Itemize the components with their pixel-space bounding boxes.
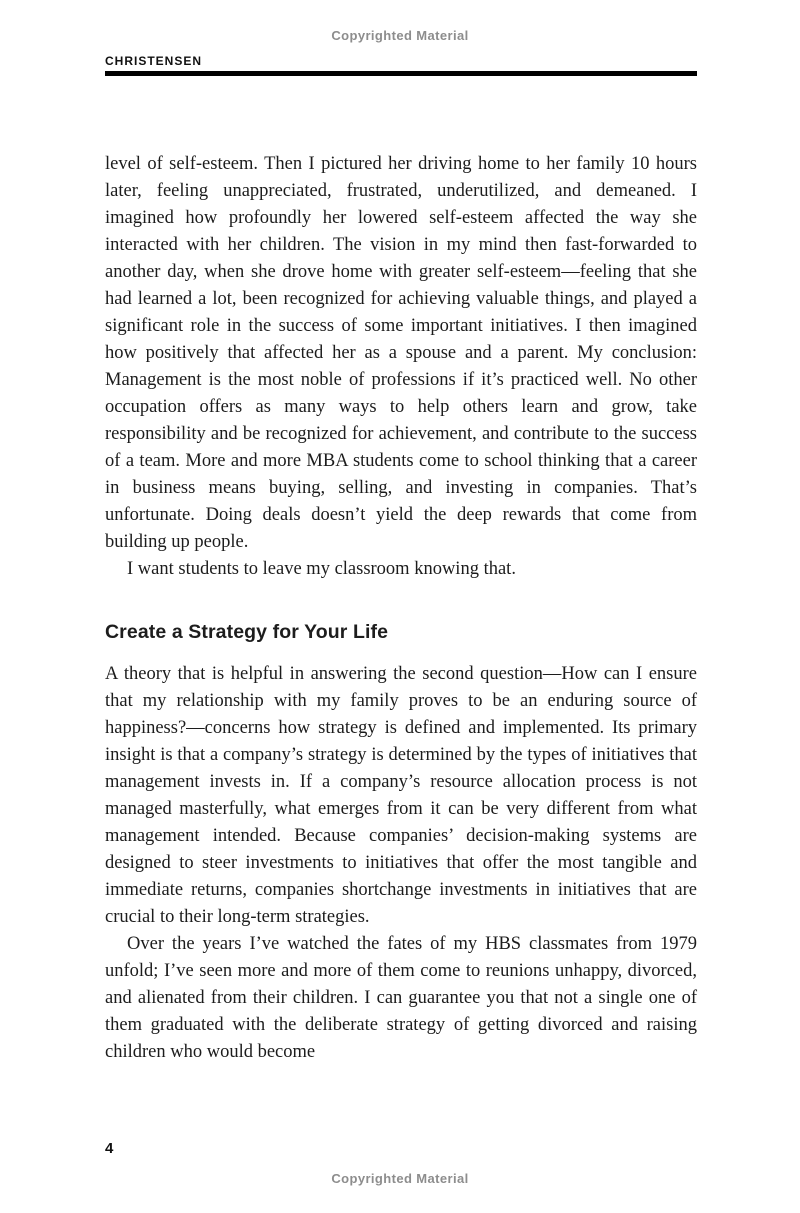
paragraph: A theory that is helpful in answering the second question—How can I ensure that my relationship with my family proves to be an enduring source of happiness?—concerns how strategy is defined and implemented. Its primary insight is that a company’s strategy is determined by the types of initiatives that management invests in. If a company’s resource allocation process is not managed masterfully, what emerges from it can be very different from what management intended. Because companies’ decision-making systems are designed to steer investments to initiatives that offer the most tangible and immediate returns, companies shortchange investments in initiatives that are crucial to their long-term strategies. [105,664,697,927]
copyright-notice-top: Copyrighted Material [331,28,469,43]
page-body [105,151,697,1066]
page-number: 4 [105,1140,114,1157]
copyright-notice-bottom: Copyrighted Material [331,1171,469,1186]
paragraph: Over the years I’ve watched the fates of my HBS classmates from 1979 unfold; I’ve seen more and more of them come to reunions unhappy, divorced, and alienated from their children. I can guarantee you that not a single one of them graduated with the deliberate strategy of getting divorced and raising children who would become [105,934,697,1062]
section-heading: Create a Strategy for Your Life [105,621,389,643]
paragraph-continuation: level of self-esteem. Then I pictured her driving home to her family 10 hours later, feeling unappreciated, frustrated, underutilized, and demeaned. I imagined how profoundly her lowered self-esteem affected the way she interacted with her children. The vision in my mind then fast-forwarded to another day, when she drove home with greater self-esteem—feeling that she had learned a lot, been recognized for achieving valuable things, and played a significant role in the success of some important initiatives. I then imagined how positively that affected her as a spouse and a parent. My conclusion: Management is the most noble of professions if it’s practiced well. No other occupation offers as many ways to help others learn and grow, take responsibility and be recognized for achievement, and contribute to the success of a team. More and more MBA students come to school thinking that a career in business means buying, selling, and investing in companies. That’s unfortunate. Doing deals doesn’t yield the deep rewards that come from building up people. [105,154,697,552]
header-rule [105,71,697,76]
running-header: CHRISTENSEN [105,54,203,68]
paragraph: I want students to leave my classroom knowing that. [127,559,516,579]
